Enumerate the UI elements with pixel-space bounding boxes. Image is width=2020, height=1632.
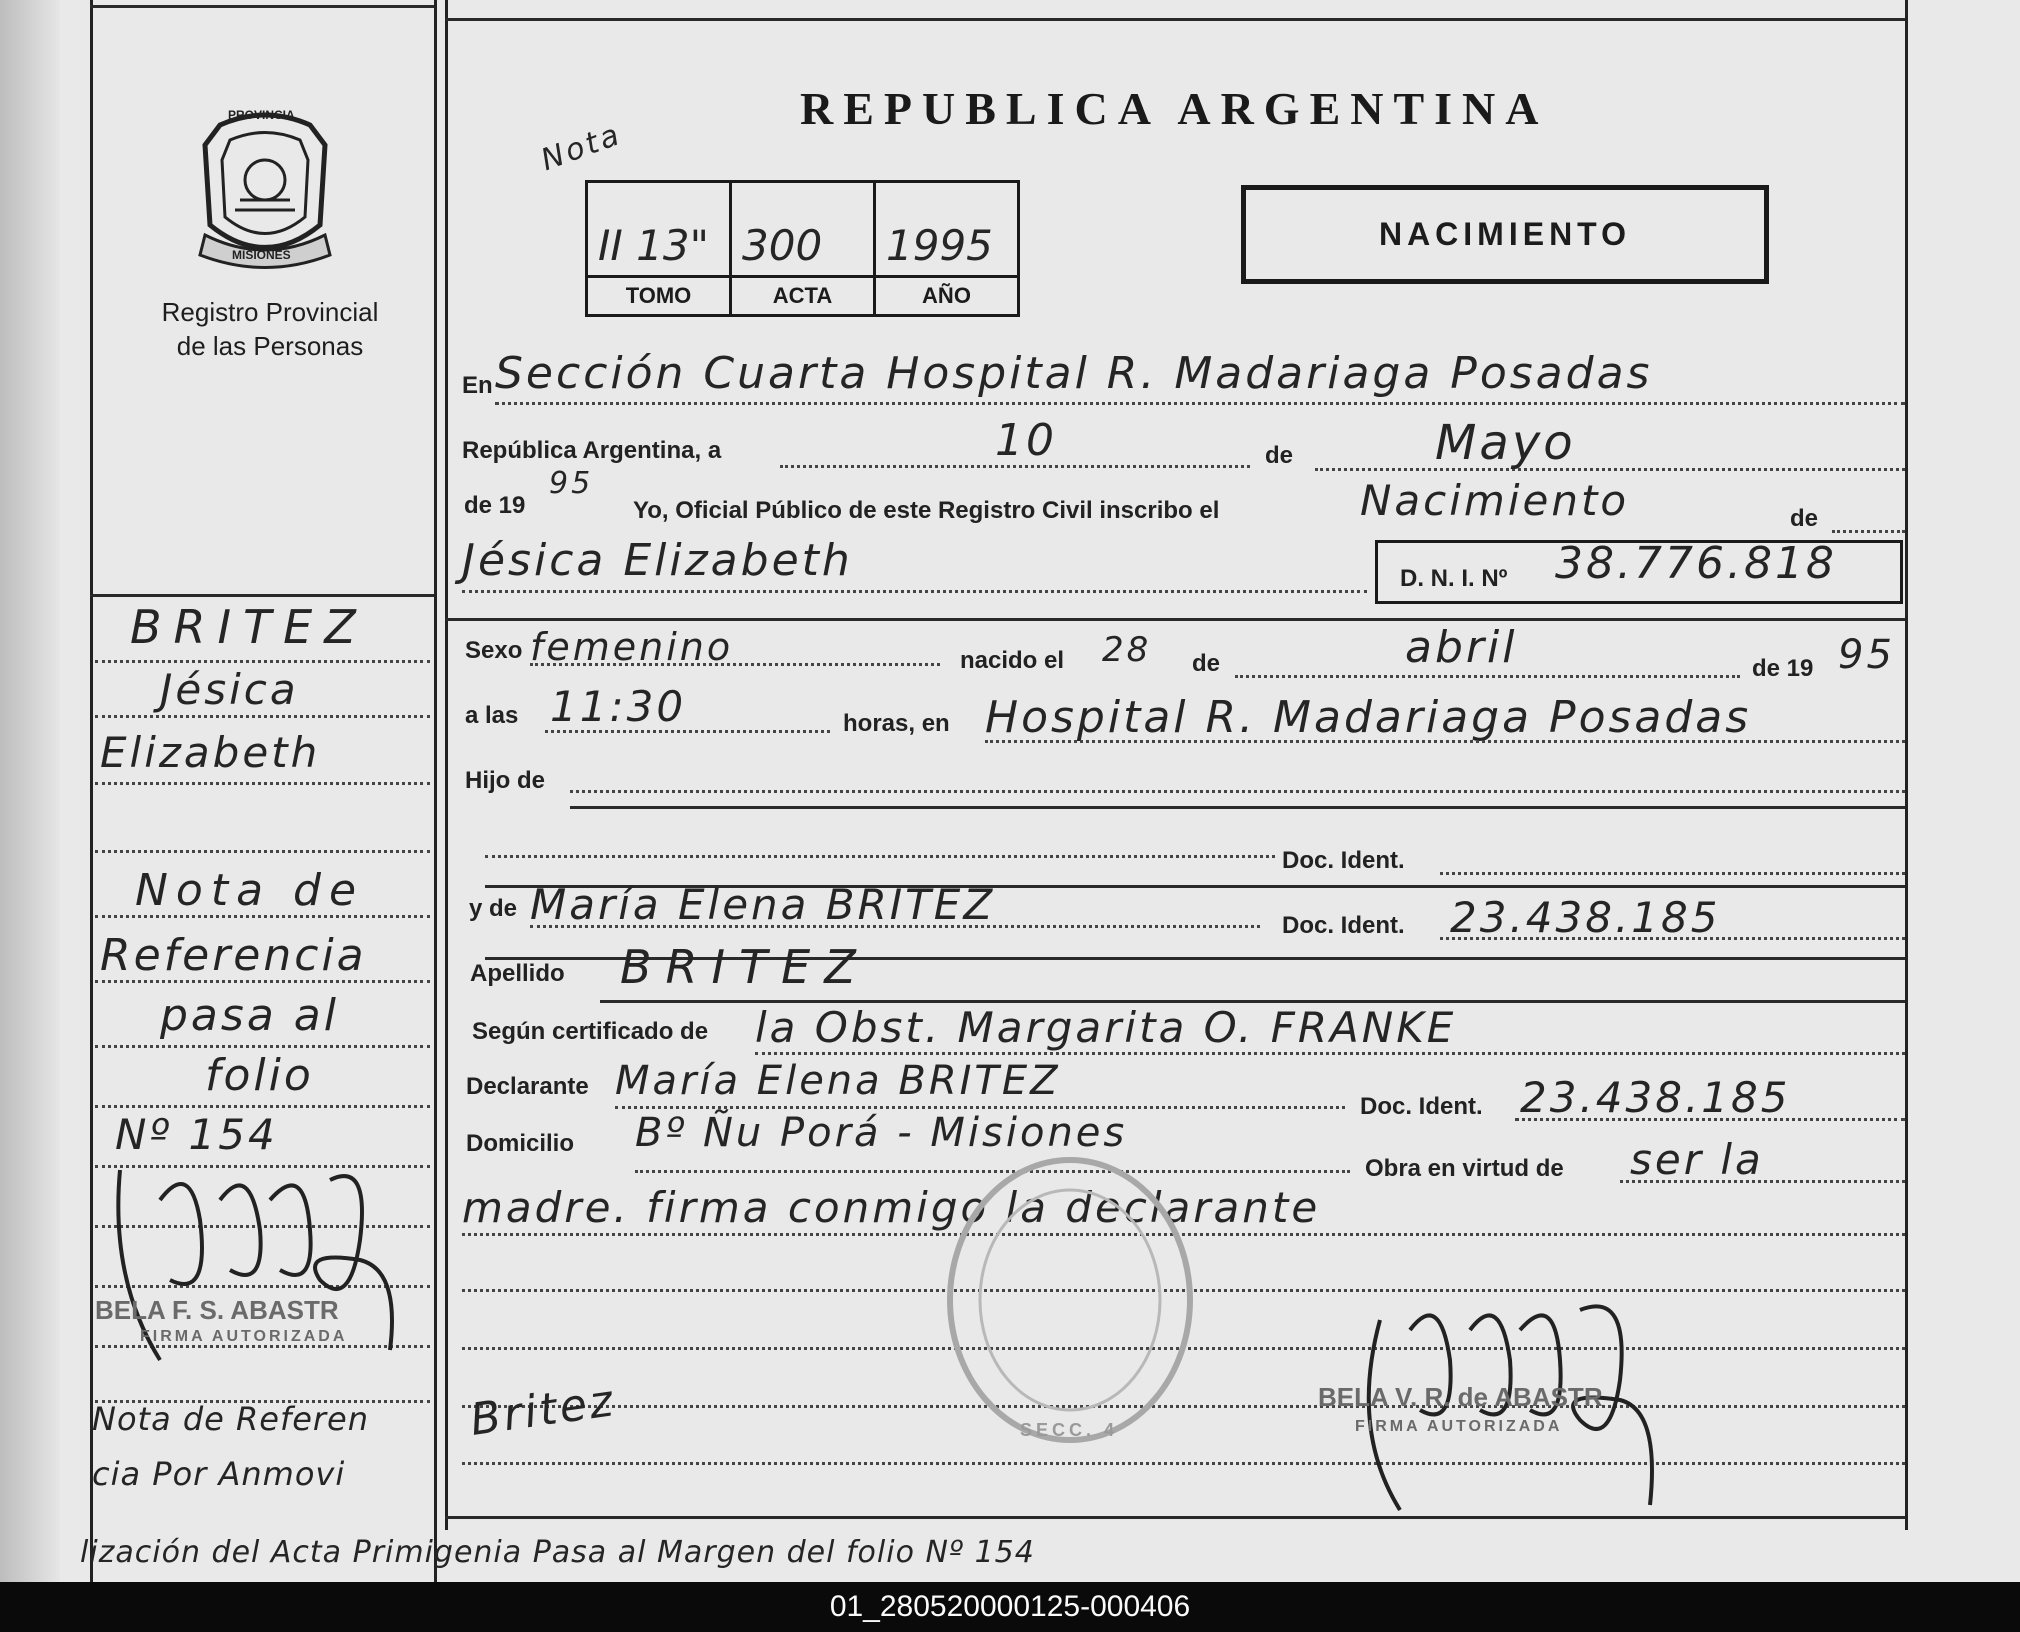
label-dni: D. N. I. Nº [1400,565,1508,592]
line-seccion [495,402,1905,405]
acta-cell [732,183,876,314]
line-mes [1315,468,1905,471]
margin-note-4: folio [205,1050,314,1101]
label-domicilio: Domicilio [466,1130,575,1157]
registry-name: Registro Provincial de las Personas [161,297,379,361]
label-doc-ident: Doc. Ident. [1282,847,1405,874]
line-declarante [615,1106,1345,1109]
line-padre-doc [1440,872,1905,875]
label-en: En [462,372,493,399]
margin-line-6 [95,980,430,983]
label-de: de [1265,442,1294,469]
field-sexo: femenino [530,625,734,669]
field-declarante: María Elena BRITEZ [615,1058,1061,1104]
margin-line-1 [95,660,430,663]
acta-value: 300 [742,221,823,270]
margin-line-7 [95,1045,430,1048]
line-de-end [1832,530,1905,533]
label-de2: de [1192,650,1221,677]
field-nac-anio: 95 [1838,632,1895,678]
field-dia: 10 [995,415,1057,466]
margin-line-3 [95,782,430,785]
field-nac-mes: abril [1405,622,1518,673]
margin-note-bottom-2: cia Por Anmovi [92,1455,346,1493]
field-obra-cont: madre. firma conmigo la declarante [462,1183,1321,1232]
file-id: 01_280520000125-000406 [829,1590,1191,1623]
top-border-left [90,5,434,8]
margin-line-2 [95,715,430,718]
margin-given2: Elizabeth [100,728,321,777]
line-obra [1620,1180,1905,1183]
line-certificado [755,1052,1905,1055]
top-border-main [445,18,1905,21]
margin-note-2: Referencia [100,930,367,981]
tomo-label: TOMO [588,275,729,314]
line-madre-doc [1440,937,1905,940]
left-divider [90,594,434,597]
stamp-right-role: FIRMA AUTORIZADA [1355,1418,1563,1435]
label-sexo: Sexo [465,637,523,664]
margin-note-3: pasa al [160,990,339,1041]
label-yo-oficial: Yo, Oficial Público de este Registro Civil inscribo el [633,497,1220,524]
label-y-de: y de [469,895,518,922]
record-number-box [585,180,1020,317]
line-nombre [462,590,1367,593]
line-sexo [530,663,940,666]
annotation-top: Nota [536,116,627,179]
rule-hijo-de [570,806,1905,809]
field-obra: ser la [1630,1135,1764,1184]
field-anio: 95 [549,466,594,501]
tomo-value: II 13" [598,221,709,270]
main-left-border [445,0,448,1530]
main-right-border [1905,0,1908,1530]
label-horas-en: horas, en [843,710,950,737]
label-hijo-de: Hijo de [465,767,546,794]
margin-line-8 [95,1105,430,1108]
field-certificado: la Obst. Margarita O. FRANKE [755,1003,1457,1052]
record-type-box: NACIMIENTO [1241,185,1769,284]
field-domicilio: Bº Ñu Porá - Misiones [635,1110,1128,1156]
field-nombre: Jésica Elizabeth [462,535,853,586]
tomo-cell [588,183,732,314]
page-title: REPUBLICA ARGENTINA [800,83,1549,134]
round-stamp-icon [940,1150,1200,1450]
stamp-right-name: BELA V. R. de ABASTR [1318,1382,1603,1412]
blank-line-4 [462,1462,1905,1465]
field-lugar: Hospital R. Madariaga Posadas [985,692,1752,743]
label-republica: República Argentina, a [462,437,722,464]
label-apellido: Apellido [470,960,565,987]
label-doc-ident3: Doc. Ident. [1360,1093,1483,1120]
label-de-end: de [1790,505,1819,532]
line-padre [485,855,1275,858]
round-stamp-text: SECC. 4 [1020,1420,1119,1440]
anio-cell [876,183,1017,314]
field-seccion: Sección Cuarta Hospital R. Madariaga Posadas [495,348,1653,399]
anio-label: AÑO [876,275,1017,314]
left-column-right-border [434,0,437,1582]
margin-surname: BRITEZ [130,600,368,654]
field-madre: María Elena BRITEZ [530,880,996,929]
line-nac-mes [1235,675,1740,678]
field-mes: Mayo [1435,415,1576,471]
line-declarante-doc [1515,1118,1905,1121]
label-de-19: de 19 [464,492,526,519]
left-column-border [90,0,93,1582]
line-lugar [985,740,1905,743]
line-hijo-de [570,790,1905,793]
seal-text-bottom: MISIONES [232,248,291,262]
anio-value: 1995 [886,221,993,270]
label-declarante: Declarante [466,1073,589,1100]
label-obra: Obra en virtud de [1365,1155,1564,1182]
line-madre [530,925,1260,928]
signature-left-icon [100,1160,430,1390]
label-doc-ident2: Doc. Ident. [1282,912,1405,939]
label-a-las: a las [465,702,519,729]
label-segun: Según certificado de [472,1018,709,1045]
line-hora [545,730,830,733]
bottom-note: lización del Acta Primigenia Pasa al Margen del folio Nº 154 [80,1535,1035,1570]
label-de-19b: de 19 [1752,655,1814,682]
field-apellido: BRITEZ [620,940,870,994]
main-divider [445,618,1905,621]
margin-line-4 [95,850,430,853]
field-hora: 11:30 [550,682,687,731]
seal-text-top: PROVINCIA [228,108,295,122]
field-madre-doc: 23.438.185 [1450,893,1721,942]
margin-note-1: Nota de [135,865,365,916]
field-declarante-doc: 23.438.185 [1520,1073,1791,1122]
margin-line-5 [95,915,430,918]
margin-note-5: Nº 154 [115,1110,278,1159]
field-dni: 38.776.818 [1555,538,1837,589]
label-nacido-el: nacido el [960,647,1065,674]
margin-note-bottom-1: Nota de Referen [92,1400,370,1438]
stamp-left-name: BELA F. S. ABASTR [95,1295,339,1325]
field-nac-dia: 28 [1102,630,1152,670]
acta-label: ACTA [732,275,873,314]
field-acto: Nacimiento [1360,476,1630,525]
signature-britez: Britez [467,1375,619,1446]
stamp-left-role: FIRMA AUTORIZADA [140,1328,348,1345]
margin-given1: Jésica [160,665,299,714]
bottom-border [445,1516,1905,1519]
